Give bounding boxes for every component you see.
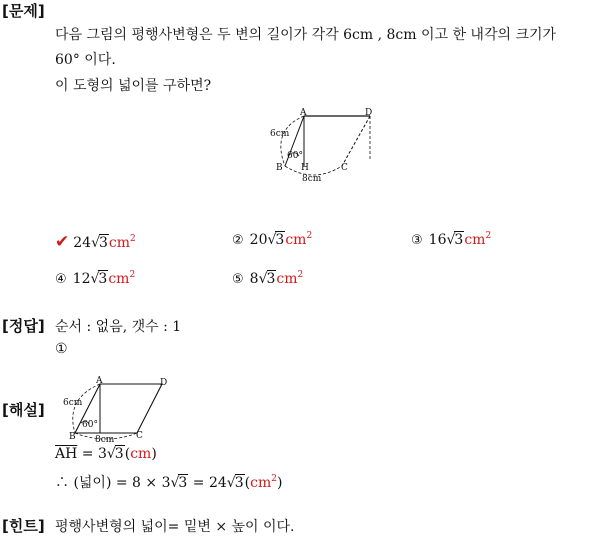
label-angle: 60° bbox=[287, 151, 303, 161]
answer-info: 순서 : 없음, 갯수 : 1 bbox=[55, 319, 182, 335]
answer-value: ① bbox=[55, 341, 68, 357]
hint-label: [힌트] bbox=[2, 517, 45, 535]
label-c: C bbox=[136, 431, 143, 441]
choice-2[interactable]: ② $20√3cm^2$ bbox=[232, 231, 313, 248]
problem-text-line1: 다음 그림의 평행사변형은 두 변의 길이가 각각 6cm , 8cm 이고 한 내각의 크기가 bbox=[55, 27, 557, 43]
label-base: 8cm bbox=[95, 435, 115, 443]
explanation-line2: ∴ (넓이) = $8 \times 3√3 = 24√3(cm^2)$ bbox=[55, 474, 283, 491]
label-side: 6cm bbox=[63, 398, 83, 408]
label-c: C bbox=[341, 163, 348, 173]
choice-5[interactable]: ⑤ $8√3cm^2$ bbox=[232, 270, 304, 287]
problem-text-line2: 60° 이다. bbox=[55, 52, 116, 68]
side-dc bbox=[342, 116, 370, 166]
label-a: A bbox=[300, 108, 307, 118]
explanation-label: [해설] bbox=[2, 401, 45, 419]
label-b: B bbox=[69, 432, 76, 442]
explanation-line1: $\overline{AH} = 3√3(cm)$ bbox=[55, 446, 157, 462]
check-mark-icon: ✔ bbox=[55, 232, 70, 252]
answer-label: [정답] bbox=[2, 317, 45, 335]
label-a: A bbox=[96, 376, 103, 386]
choice-4[interactable]: ④ $12√3cm^2$ bbox=[55, 270, 136, 287]
label-d: D bbox=[365, 108, 373, 118]
label-b: B bbox=[276, 163, 283, 173]
choice-1[interactable]: ✔ $24√3cm^2$ bbox=[55, 232, 136, 252]
label-h: H bbox=[301, 163, 309, 173]
choice-3[interactable]: ③ $16√3cm^2$ bbox=[411, 231, 492, 248]
label-d: D bbox=[160, 378, 168, 388]
label-side: 6cm bbox=[270, 129, 290, 139]
label-base: 8cm bbox=[302, 174, 322, 184]
problem-label: [문제] bbox=[2, 2, 45, 20]
problem-text-line3: 이 도형의 넓이를 구하면? bbox=[55, 78, 212, 94]
label-angle: 60° bbox=[82, 420, 98, 430]
hint-text: 평행사변형의 넓이= 밑변 × 높이 이다. bbox=[55, 519, 295, 535]
problem-figure bbox=[265, 104, 385, 186]
explanation-figure bbox=[55, 373, 175, 443]
